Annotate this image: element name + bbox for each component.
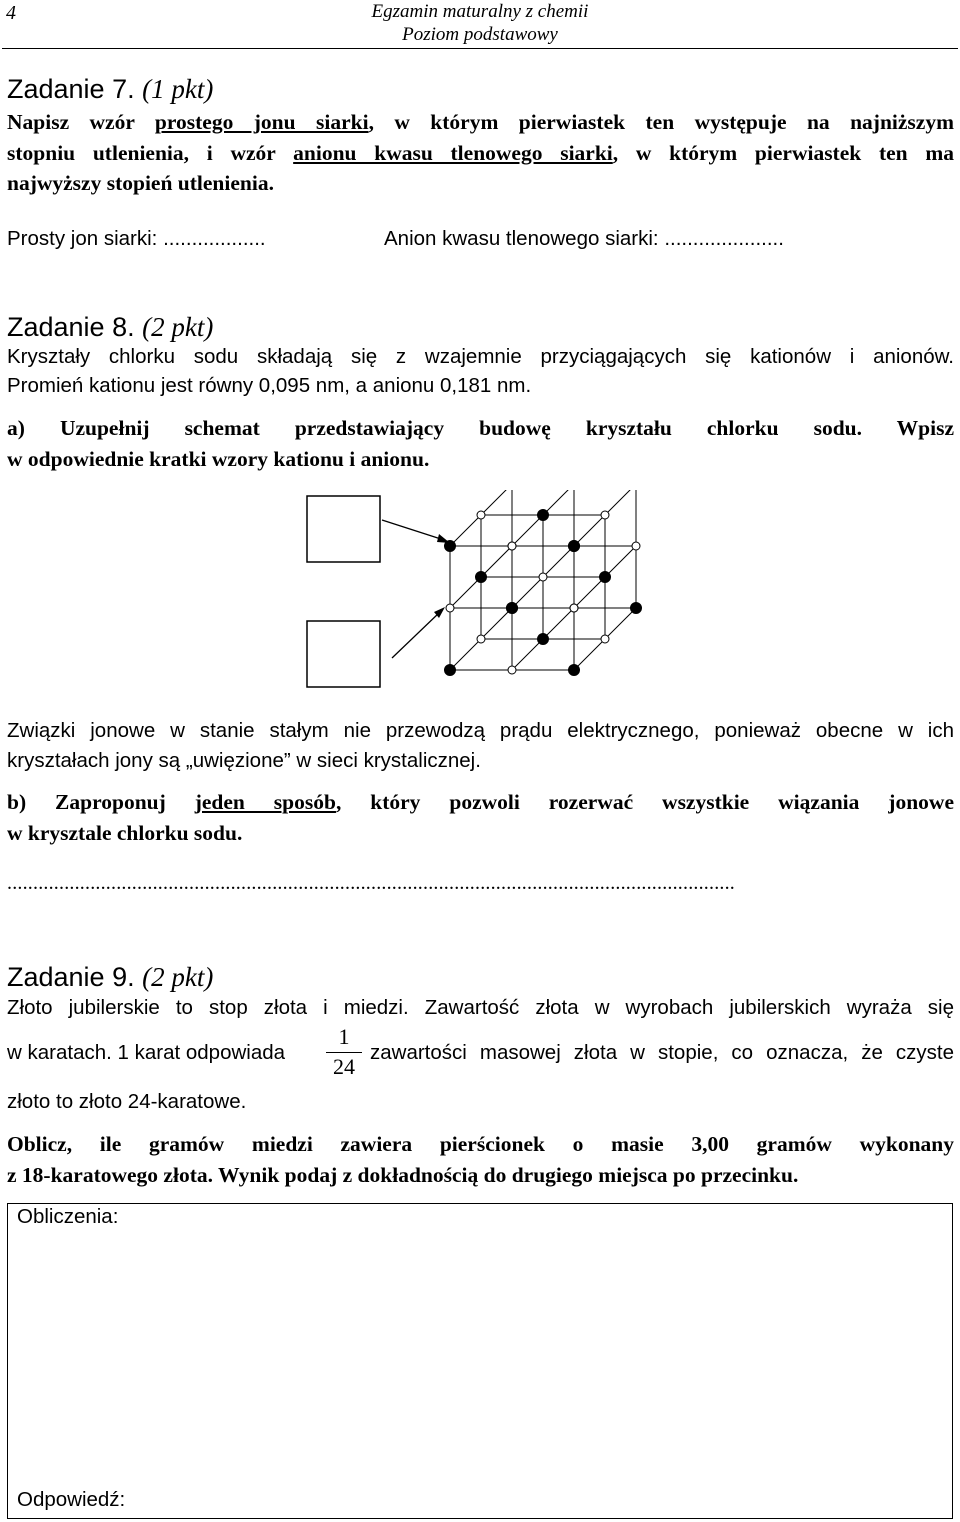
ion-open [601,635,609,643]
exam-title-line1: Egzamin maturalny z chemii [371,1,589,22]
cation-answer-box[interactable] [307,496,380,562]
task8-points: (2 pkt) [142,312,214,342]
ion-open [508,666,516,674]
task8-title [7,312,213,342]
exam-title-line2: Poziom podstawowy [402,24,558,45]
ion-filled [445,541,456,552]
exam-title [0,0,960,46]
pointer-arrows [382,520,450,658]
anion-answer-box[interactable] [307,621,380,687]
task8-intro-line1: Kryształy chlorku sodu składają się z wzajemnie przyciągających się kationów i anionów. [7,345,954,368]
task8-intro-line2: Promień kationu jest równy 0,095 nm, a anionu 0,181 nm. [7,374,532,397]
ion-open [508,542,516,550]
ion-open [446,604,454,612]
task9-line2b: zawartości masowej złota w stopie, co oznacza, że czyste [370,1041,954,1064]
answer-label: Odpowiedź: [17,1488,126,1511]
task9-task-line1: Oblicz, ile gramów miedzi zawiera pierścionek o masie 3,00 gramów wykonany [7,1132,954,1156]
ion-open [477,635,485,643]
task8-intro [7,342,954,400]
ion-filled [569,541,580,552]
task7-line3: najwyższy stopień utlenienia. [7,171,274,195]
task8-part-a [7,413,954,474]
task9-line3: złoto to złoto 24-karatowe. [7,1090,247,1113]
task9-task-line2: z 18-karatowego złota. Wynik podaj z dokładnością do drugiego miejsca po przecinku. [7,1162,799,1187]
ion-open [601,511,609,519]
task7-title [7,74,213,104]
task8-info-line2: kryształach jony są „uwięzione” w sieci krystalicznej. [7,749,481,772]
ion-filled [538,634,549,645]
ion-filled [538,510,549,521]
fraction-one-24 [326,1024,362,1080]
calculations-label: Obliczenia: [17,1205,119,1228]
task9-points: (2 pkt) [142,962,214,992]
ion-filled [600,572,611,583]
task8-part-b [7,787,954,848]
lattice [445,490,642,676]
fraction-denominator: 24 [333,1054,355,1079]
task8-answer-line[interactable]: ............................................................................................................................................ [7,872,735,894]
ion-filled [507,603,518,614]
task7-points: (1 pkt) [142,74,214,104]
task8-info [7,716,954,776]
task8-b-line2: w krysztale chlorku sodu. [7,820,243,845]
ion-open [632,542,640,550]
task8-number: Zadanie 8. [7,312,135,342]
task8-info-line1: Związki jonowe w stanie stałym nie przewodzą prądu elektrycznego, ponieważ obecne w ich [7,719,954,742]
task8-b-line1: b) Zaproponuj jeden sposób, który pozwoli rozerwać wszystkie wiązania jonowe [7,790,954,814]
ion-filled [445,665,456,676]
fraction-numerator: 1 [338,1024,350,1049]
ion-filled [569,665,580,676]
task9-line2a: w karatach. 1 karat odpowiada [7,1041,286,1064]
task8-a-line2: w odpowiednie kratki wzory kationu i anionu. [7,446,430,471]
ion-filled [476,572,487,583]
nacl-crystal-diagram [300,490,660,700]
task7-line1: Napisz wzór prostego jonu siarki, w którym pierwiastek ten występuje na najniższym [7,110,954,134]
task9-task [7,1129,954,1190]
task7-answer-simple-ion[interactable]: Prosty jon siarki: .................. [7,227,266,250]
ion-open [477,511,485,519]
task7-line2: stopniu utlenienia, i wzór anionu kwasu tlenowego siarki, w którym pierwiastek ten ma [7,140,954,165]
calculation-box[interactable] [7,1203,953,1519]
ion-open [570,604,578,612]
task9-line1: Złoto jubilerskie to stop złota i miedzi. Zawartość złota w wyrobach jubilerskich wyraża się [7,996,954,1019]
ion-filled [631,603,642,614]
page-number: 4 [6,2,16,24]
task9-number: Zadanie 9. [7,962,135,992]
task9-title [7,962,213,992]
header-rule [2,48,958,49]
task8-a-line1: a) Uzupełnij schemat przedstawiający budowę kryształu chlorku sodu. Wpisz [7,416,954,440]
ion-open [539,573,547,581]
task7-number: Zadanie 7. [7,74,135,104]
task7-answer-oxyanion[interactable]: Anion kwasu tlenowego siarki: ..................... [384,227,784,250]
task7-instruction [7,107,954,199]
